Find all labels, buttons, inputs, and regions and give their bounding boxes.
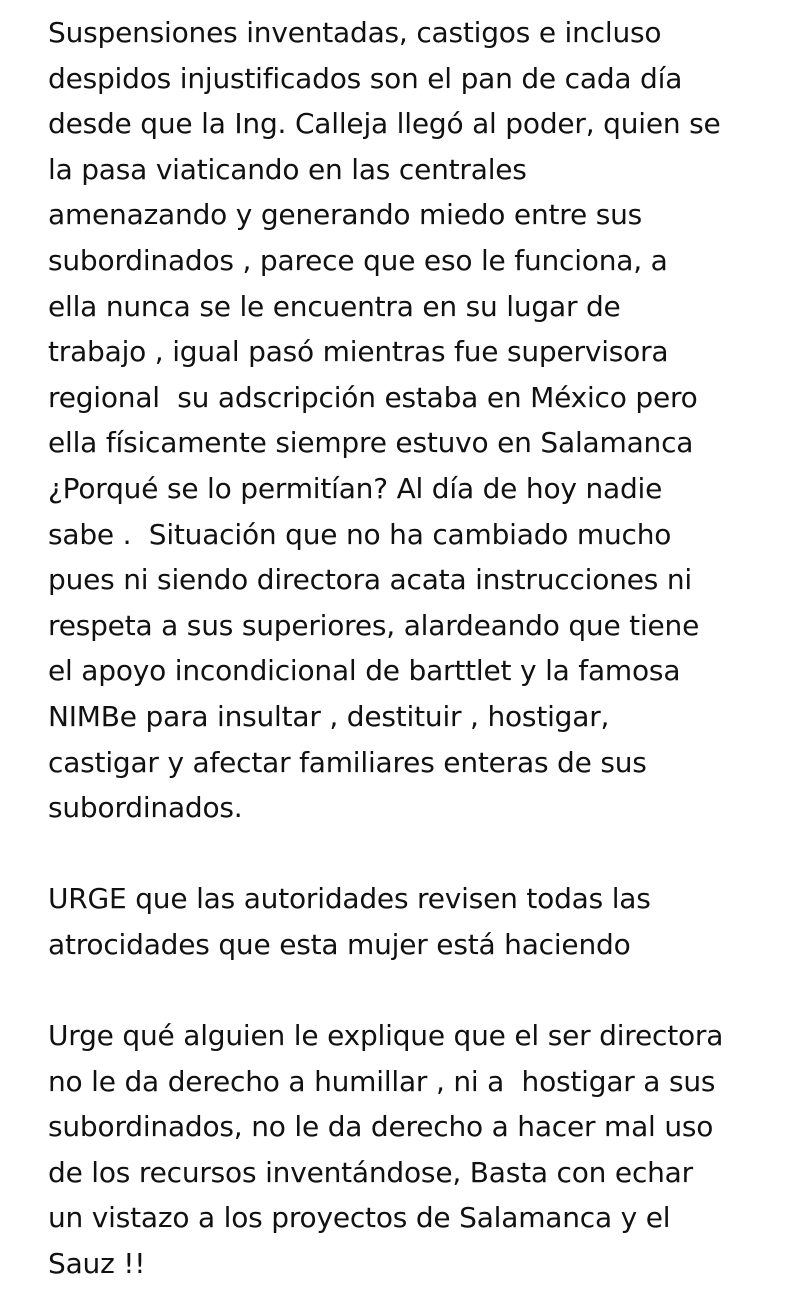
note-paragraph-complaint: Suspensiones inventadas, castigos e incluso despidos injustificados son el pan de cada día desde que la Ing. Calleja llegó al poder, quien se la pasa viaticando en las centrales amenazando y generando miedo entre sus subordinados , parece que eso le funciona, a ella nunca se le encuentra en su lugar de trabajo , igual pasó mientras fue supervisora regional su adscripción estaba en México pero ella físicamente siempre estuvo en Salamanca ¿Porqué se lo permitían? Al día de hoy nadie sabe . Situación que no ha cambiado mucho pues ni siendo directora acata instrucciones ni respeta a sus superiores, alardeando que tiene el apoyo incondicional de barttlet y la famosa NIMBe para insultar , destituir , hostigar, castigar y afectar familiares enteras de sus subordinados. xyxy=(48,16,721,825)
paragraph-spacer xyxy=(48,831,793,877)
paragraph-spacer xyxy=(48,967,793,1013)
note-paragraph-urge-authorities: URGE que las autoridades revisen todas las atrocidades que esta mujer está haciendo xyxy=(48,882,651,961)
note-paragraph-urge-explanation: Urge qué alguien le explique que el ser directora no le da derecho a humillar , ni a hostigar a sus subordinados, no le da derecho a hacer mal uso de los recursos inventándose, Basta con echar un vistazo a los proyectos de Salamanca y el Sauz !! xyxy=(48,1019,724,1281)
note-text-body xyxy=(48,10,793,1287)
